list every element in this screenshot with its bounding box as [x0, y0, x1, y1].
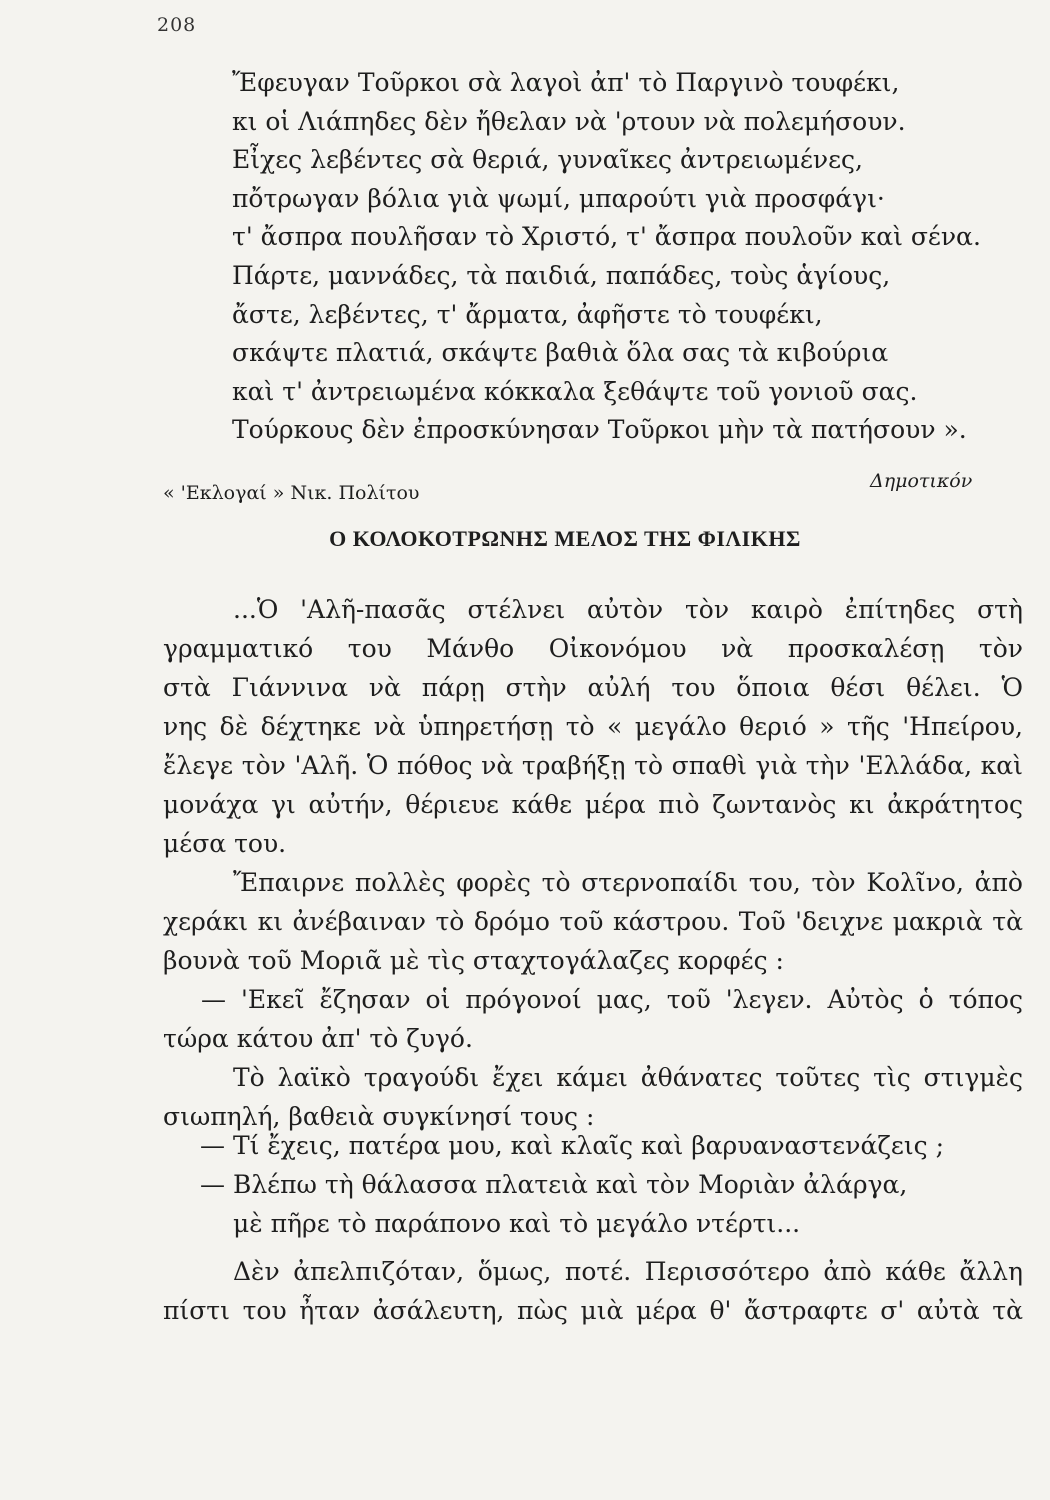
text-line: τώρα κάτου ἀπ' τὸ ζυγό. [163, 1024, 473, 1053]
poem-line: Εἶχες λεβέντες σὰ θεριά, γυναῖκες ἀντρειωμένες, [232, 145, 863, 175]
dialog-line: μὲ πῆρε τὸ παράπονο καὶ τὸ μεγάλο ντέρτι... [233, 1209, 801, 1238]
poem-line: σκάψτε πλατιά, σκάψτε βαθιὰ ὅλα σας τὰ κιβούρια [232, 338, 889, 368]
poem-line: κι οἱ Λιάπηδες δὲν ἤθελαν νὰ 'ρτουν νὰ πολεμήσουν. [232, 106, 906, 136]
text-line: — 'Εκεῖ ἔζησαν οἱ πρόγονοί μας, τοῦ 'λεγεν. Αὐτὸς ὁ τόπος [201, 985, 1023, 1014]
poem-line: Ἔφευγαν Τοῦρκοι σὰ λαγοὶ ἀπ' τὸ Παργινὸ τουφέκι, [232, 68, 900, 97]
text-line: μέσα του. [163, 829, 287, 858]
text-line: γραμματικό του Μάνθο Οἰκονόμου νὰ προσκαλέσῃ τὸν [163, 634, 1023, 663]
text-line: Δὲν ἀπελπιζόταν, ὅμως, ποτέ. Περισσότερο ἀπὸ κάθε ἄλλη [233, 1257, 1023, 1286]
text-line: νης δὲ δέχτηκε νὰ ὑπηρετήσῃ τὸ « μεγάλο θεριό » τῆς 'Ηπείρου, [163, 712, 1023, 741]
text-line: βουνὰ τοῦ Μοριᾶ μὲ τὶς σταχτογάλαζες κορφές : [163, 946, 784, 975]
poem-line: Πάρτε, μαννάδες, τὰ παιδιά, παπάδες, τοὺς ἁγίους, [232, 260, 891, 290]
text-line: πίστι του ἦταν ἀσάλευτη, πὼς μιὰ μέρα θ' ἄστραφτε σ' αὐτὰ τὰ [163, 1296, 1023, 1325]
section-heading: Ο ΚΟΛΟΚΟΤΡΩΝΗΣ ΜΕΛΟΣ ΤΗΣ ΦΙΛΙΚΗΣ [329, 526, 801, 551]
poem-type: Δημοτικόν [870, 470, 973, 492]
page-number: 208 [157, 14, 197, 36]
poem-line: Τούρκους δὲν ἐπροσκύνησαν Τοῦρκοι μὴν τὰ πατήσουν ». [232, 415, 967, 445]
text-line: Ἔπαιρνε πολλὲς φορὲς τὸ στερνοπαίδι του, τὸν Κολῖνο, ἀπὸ [233, 868, 1023, 897]
poem-block [232, 64, 981, 450]
text-line: ἔλεγε τὸν 'Αλῆ. Ὁ πόθος νὰ τραβήξῃ τὸ σπαθὶ γιὰ τὴν 'Ελλάδα, καὶ [163, 751, 1023, 780]
poem-line: ἄστε, λεβέντες, τ' ἄρματα, ἀφῆστε τὸ τουφέκι, [232, 299, 823, 329]
body-text [163, 590, 1023, 1136]
text-line: χεράκι κι ἀνέβαιναν τὸ δρόμο τοῦ κάστρου. Τοῦ 'δειχνε μακριὰ τὰ [163, 907, 1023, 936]
poem-line: καὶ τ' ἀντρειωμένα κόκκαλα ξεθάψτε τοῦ γονιοῦ σας. [232, 376, 918, 406]
poem-line: πὄτρωγαν βόλια γιὰ ψωμί, μπαρούτι γιὰ προσφάγι· [232, 183, 885, 213]
song-dialog [200, 1126, 944, 1243]
text-line: σιωπηλή, βαθειὰ συγκίνησί τους : [163, 1102, 595, 1131]
text-line: μονάχα γι αὐτήν, θέριευε κάθε μέρα πιὸ ζωντανὸς κι ἀκράτητος [163, 790, 1023, 819]
text-line: Τὸ λαϊκὸ τραγούδι ἔχει κάμει ἀθάνατες τοῦτες τὶς στιγμὲς [233, 1063, 1023, 1092]
dialog-line: — Βλέπω τὴ θάλασσα πλατειὰ καὶ τὸν Μοριὰν ἀλάργα, [200, 1170, 908, 1199]
poem-line: τ' ἄσπρα πουλῆσαν τὸ Χριστό, τ' ἄσπρα πουλοῦν καὶ σένα. [232, 222, 981, 252]
text-line: στὰ Γιάννινα νὰ πάρῃ στὴν αὐλή του ὅποια θέσι θέλει. Ὁ [163, 673, 1023, 702]
poem-source: « 'Εκλογαί » Νικ. Πολίτου [163, 482, 420, 504]
dialog-line: — Τί ἔχεις, πατέρα μου, καὶ κλαῖς καὶ βαρυαναστενάζεις ; [200, 1131, 945, 1160]
body-text-final [163, 1252, 1023, 1330]
text-line: ...Ὁ 'Αλῆ-πασᾶς στέλνει αὐτὸν τὸν καιρὸ ἐπίτηδες στὴ [233, 595, 1023, 624]
